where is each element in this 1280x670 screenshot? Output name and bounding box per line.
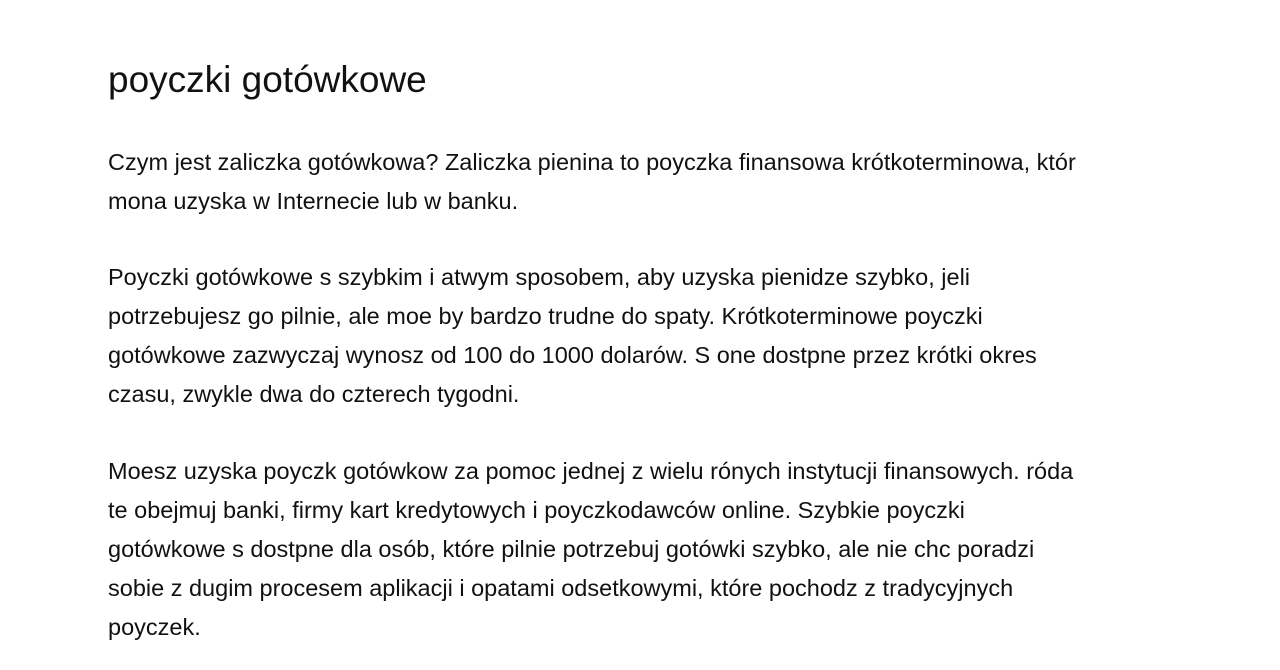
paragraph-line: poyczek. [108,614,201,640]
paragraph-line: Poyczki gotówkowe s szybkim i atwym sposobem, aby uzyska pienidze szybko, jeli [108,264,971,290]
paragraph-3 [108,452,1073,647]
paragraph-line: Moesz uzyska poyczk gotówkow za pomoc jednej z wielu rónych instytucji finansowych. róda [108,458,1074,484]
paragraph-line: gotówkowe s dostpne dla osób, które pilnie potrzebuj gotówki szybko, ale nie chc poradzi [108,536,1035,562]
paragraph-line: te obejmuj banki, firmy kart kredytowych i poyczkodawców online. Szybkie poyczki [108,497,965,523]
paragraph-2 [108,258,1037,414]
paragraph-line: Czym jest zaliczka gotówkowa? Zaliczka pienina to poyczka finansowa krótkoterminowa, któr [108,149,1076,175]
paragraph-line: sobie z dugim procesem aplikacji i opatami odsetkowymi, które pochodz z tradycyjnych [108,575,1014,601]
paragraph-line: czasu, zwykle dwa do czterech tygodni. [108,381,520,407]
page-title: poyczki gotówkowe [108,59,427,100]
paragraph-line: potrzebujesz go pilnie, ale moe by bardzo trudne do spaty. Krótkoterminowe poyczki [108,303,983,329]
paragraph-1 [108,143,1076,221]
paragraph-line: gotówkowe zazwyczaj wynosz od 100 do 1000 dolarów. S one dostpne przez krótki okres [108,342,1037,368]
paragraph-line: mona uzyska w Internecie lub w banku. [108,188,519,214]
